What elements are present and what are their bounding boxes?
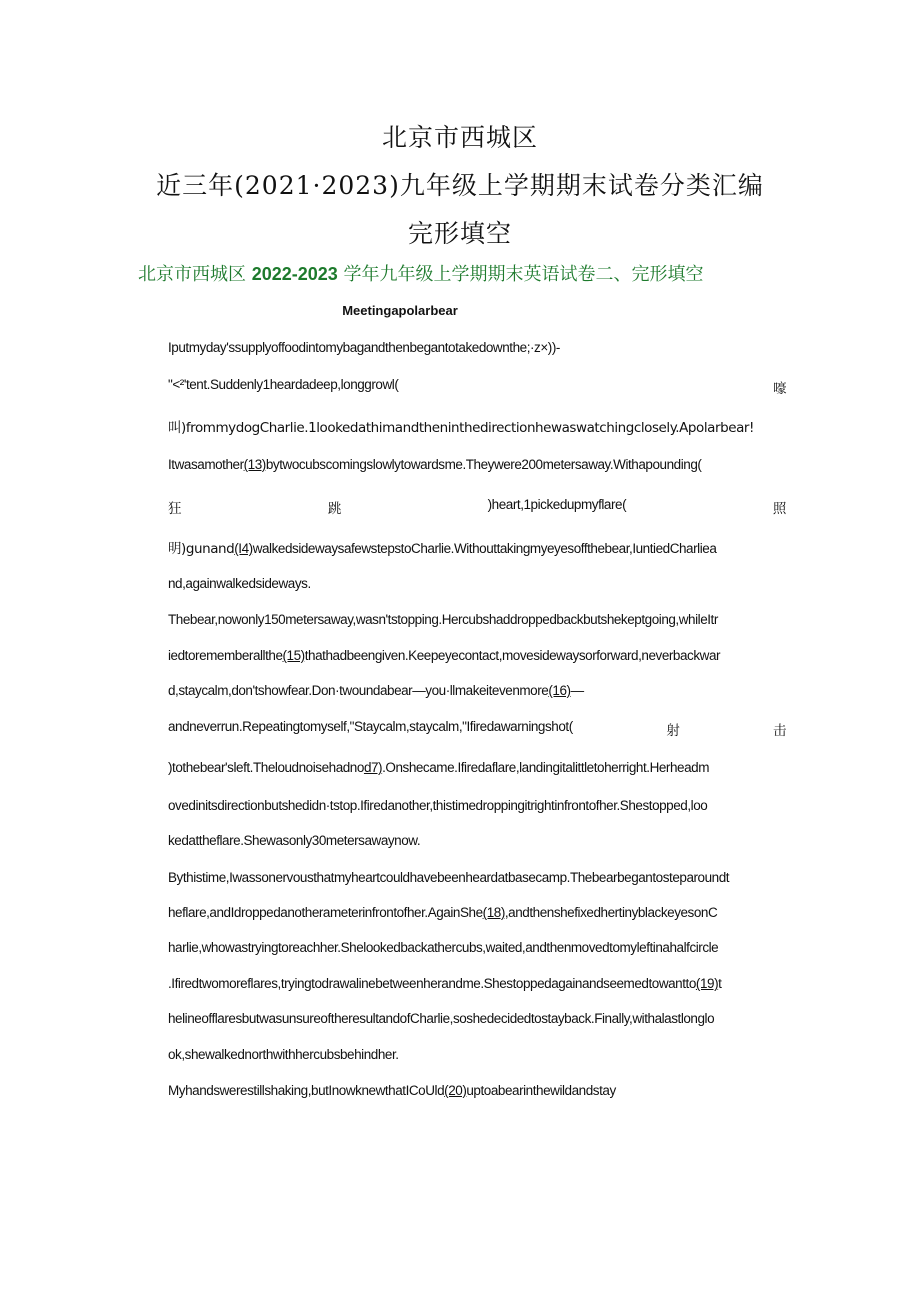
line-text: andneverrun.Repeatingtomyself,"Staycalm,staycalm,"Ifiredawarningshot(: [168, 719, 573, 734]
line-text: t: [718, 976, 722, 991]
line-text: 射: [666, 723, 680, 739]
blank-19: (19): [695, 976, 719, 991]
line-text: 嚎: [772, 381, 786, 397]
line-text: 跳: [327, 501, 341, 517]
line-text: 狂: [168, 501, 182, 517]
passage-line: [168, 416, 786, 436]
passage-line: nd,againwalkedsideways.: [168, 576, 311, 591]
line-text: 照: [772, 501, 786, 517]
line-text: walkedsidewaysafewstepstoCharlie.Withouttakingmyeyesoffthebear,IuntiedCharliea: [252, 541, 717, 556]
section-heading-years: 2022-2023: [251, 264, 338, 284]
passage-title: Meetingapolarbear: [342, 303, 458, 318]
blank-16: (16): [548, 683, 571, 698]
doc-title-compilation: 近三年(2021·2023)九年级上学期期末试卷分类汇编: [156, 171, 764, 200]
passage-line: [168, 648, 786, 663]
line-text: ,andthenshefixedhertinyblackeyesonC: [504, 905, 718, 920]
passage-line: [168, 377, 786, 397]
passage-line: [168, 719, 786, 739]
exam-section-heading: [138, 260, 704, 286]
passage-line: [168, 537, 786, 557]
passage-line: [168, 457, 786, 472]
section-heading-suffix: 学年九年级上学期期末英语试卷二、完形填空: [337, 264, 704, 285]
line-text: uptoabearinthewildandstay: [466, 1083, 616, 1098]
blank-15: (15): [282, 648, 305, 663]
blank-17: d7): [363, 760, 383, 775]
blank-20: (20): [444, 1083, 467, 1098]
passage-line: [168, 760, 786, 775]
line-text: "<²'tent.Suddenly1heardadeep,longgrowl(: [168, 377, 399, 392]
line-text: )heart,1pickedupmyflare(: [487, 497, 627, 512]
passage-line: [168, 905, 786, 920]
passage-line: [168, 1083, 786, 1098]
blank-18: (18): [482, 905, 505, 920]
blank-14: (I4): [234, 541, 253, 556]
passage-line: Thebear,nowonly150metersaway,wasn'tstopping.Hercubshaddroppedbackbutshekeptgoing,whileItr: [168, 612, 718, 627]
doc-title-section: 完形填空: [407, 219, 512, 248]
line-text: .Onshecame.Ifiredaflare,landingitalittletoherright.Herheadm: [382, 760, 709, 775]
line-text: —: [570, 683, 584, 698]
line-text: bytwocubscomingslowlytowardsme.Theywere200metersaway.Withapounding(: [265, 457, 702, 472]
passage-line: [168, 683, 786, 698]
passage-line: ovedinitsdirectionbutshedidn·tstop.Ifiredanother,thistimedroppingitrightinfrontofher.Shestopped,loo: [168, 798, 708, 813]
blank-13: (13): [243, 457, 266, 472]
passage-line: helineofflaresbutwasunsureoftheresultandofCharlie,soshedecidedtostayback.Finally,withalastlonglo: [168, 1011, 715, 1026]
doc-title-district: 北京市西城区: [381, 123, 538, 152]
passage-line: Bythistime,Iwassonervousthatmyheartcouldhavebeenheardatbasecamp.Thebearbegantosteparoundt: [168, 870, 730, 885]
passage-line: kedattheflare.Shewasonly30metersawaynow.: [168, 833, 421, 848]
line-text: d,staycalm,don'tshowfear.Don·twoundabear—you·llmakeitevenmore: [168, 683, 549, 698]
passage-line: [168, 497, 786, 517]
line-text: heflare,andIdroppedanotherameterinfrontofher.AgainShe: [168, 905, 483, 920]
line-text: 明)gunand: [168, 541, 235, 557]
line-text: thathadbeengiven.Keepeyecontact,movesidewaysorforward,neverbackwar: [304, 648, 721, 663]
passage-line: [168, 976, 786, 991]
line-text: .Ifiredtwomoreflares,tryingtodrawalinebetweenherandme.Shestoppedagainandseemedtowantto: [168, 976, 696, 991]
line-text: )tothebear'sleft.Theloudnoisehadno: [168, 760, 364, 775]
line-text: Itwasamother: [168, 457, 244, 472]
line-text: Myhandswerestillshaking,butInowknewthatICoUld: [168, 1083, 445, 1098]
line-text: 叫)frommydogCharlie.1lookedathimandtheninthedirectionhewaswatchingclosely.Apolarbear!: [168, 420, 754, 436]
passage-line: harlie,whowastryingtoreachher.Shelookedbackathercubs,waited,andthenmovedtomyleftinahalfcircle: [168, 940, 719, 955]
line-text: iedtorememberallthe: [168, 648, 283, 663]
passage-line: Iputmyday'ssupplyoffoodintomybagandthenbegantotakedownthe;·z×))-: [168, 340, 560, 355]
passage-line: ok,shewalkednorthwithhercubsbehindher.: [168, 1047, 399, 1062]
line-text: 击: [772, 723, 786, 739]
section-heading-prefix: 北京市西城区: [138, 264, 252, 285]
